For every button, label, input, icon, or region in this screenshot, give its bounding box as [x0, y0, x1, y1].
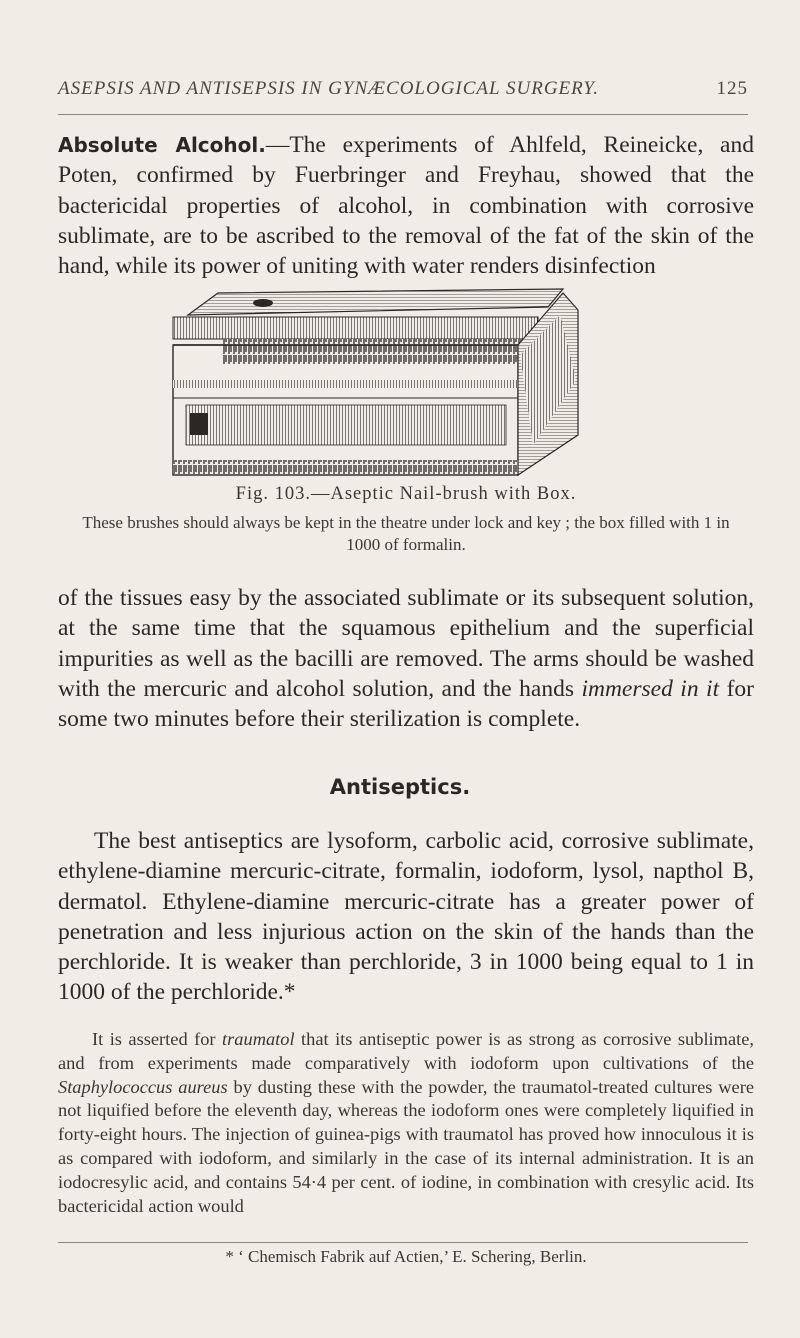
continuation-italic: immersed in it — [581, 675, 720, 702]
paragraph-antiseptics: The best antiseptics are lysoform, carbolic acid, corrosive sublimate, ethylene-diamine mercuric-citrate, formalin, iodoform, lysol, napthol B, dermatol. Ethylene-diamine mercuric-citrate has a greater power of penetration and less injurious action on the skin of the hands than the perchloride. It is weaker than perchloride, 3 in 1000 being equal to 1 in 1000 of the perchloride.* — [58, 828, 754, 1006]
continuation-text-1: of the tissues easy by the associated sublimate or its subsequent solution, at the same time that the squamous epithelium and the superficial impurities as well as the bacilli are removed. The arms should be washed with the mercuric and alcohol solution, and the hands — [58, 585, 754, 702]
page-number: 125 — [716, 78, 748, 99]
small-print-paragraph — [58, 1028, 754, 1218]
figure-caption: Fig. 103.—Aseptic Nail-brush with Box. — [235, 484, 577, 504]
paragraph-absolute-alcohol — [58, 130, 754, 281]
footnote: * ‘ Chemisch Fabrik auf Actien,’ E. Schering, Berlin. — [225, 1247, 587, 1266]
section-title-antiseptics: Antiseptics. — [329, 775, 471, 799]
header-rule — [58, 114, 748, 115]
running-title: ASEPSIS AND ANTISEPSIS IN GYNÆCOLOGICAL SURGERY. — [58, 78, 599, 99]
paragraph-lead-absolute-alcohol: Absolute Alcohol. — [58, 133, 266, 157]
nail-brush-box-illustration — [168, 285, 588, 480]
continuation-text-2: for some two minutes before their sterilization is complete. — [58, 675, 755, 733]
small-print-text-1: It is asserted for — [92, 1029, 223, 1049]
paragraph-continuation — [58, 583, 754, 734]
paragraph-absolute-alcohol-text: —The experiments of Ahlfeld, Reineicke, and Poten, confirmed by Fuerbringer and Freyhau, showed that the bactericidal properties of alcohol, in combination with corrosive sublimate, are to be ascribed to the removal of the fat of the skin of the hand, while its power of uniting with water renders disinfection — [58, 132, 754, 280]
running-head — [58, 78, 748, 104]
small-print-text-2: that its antiseptic power is as strong as corrosive sublimate, and from experiments made comparatively with iodoform upon cultivations of the — [58, 1029, 754, 1073]
small-print-italic-traumatol: traumatol — [222, 1029, 295, 1049]
figure-note: These brushes should always be kept in the theatre under lock and key ; the box filled with 1 in 1000 of formalin. — [82, 513, 730, 554]
footnote-rule — [58, 1242, 748, 1243]
small-print-italic-staphylococcus: Staphylococcus aureus — [58, 1076, 228, 1097]
small-print-text-3: by dusting these with the powder, the traumatol-treated cultures were not liquified before the eleventh day, whereas the iodoform ones were completely liquified in forty-eight hours. The injection of guinea-pigs with traumatol has proved how innoculous it is as compared with iodoform, and similarly in the case of its internal administration. It is an iodocresylic acid, and contains 54·4 per cent. of iodine, in combination with cresylic acid. Its bactericidal action would — [58, 1076, 754, 1216]
